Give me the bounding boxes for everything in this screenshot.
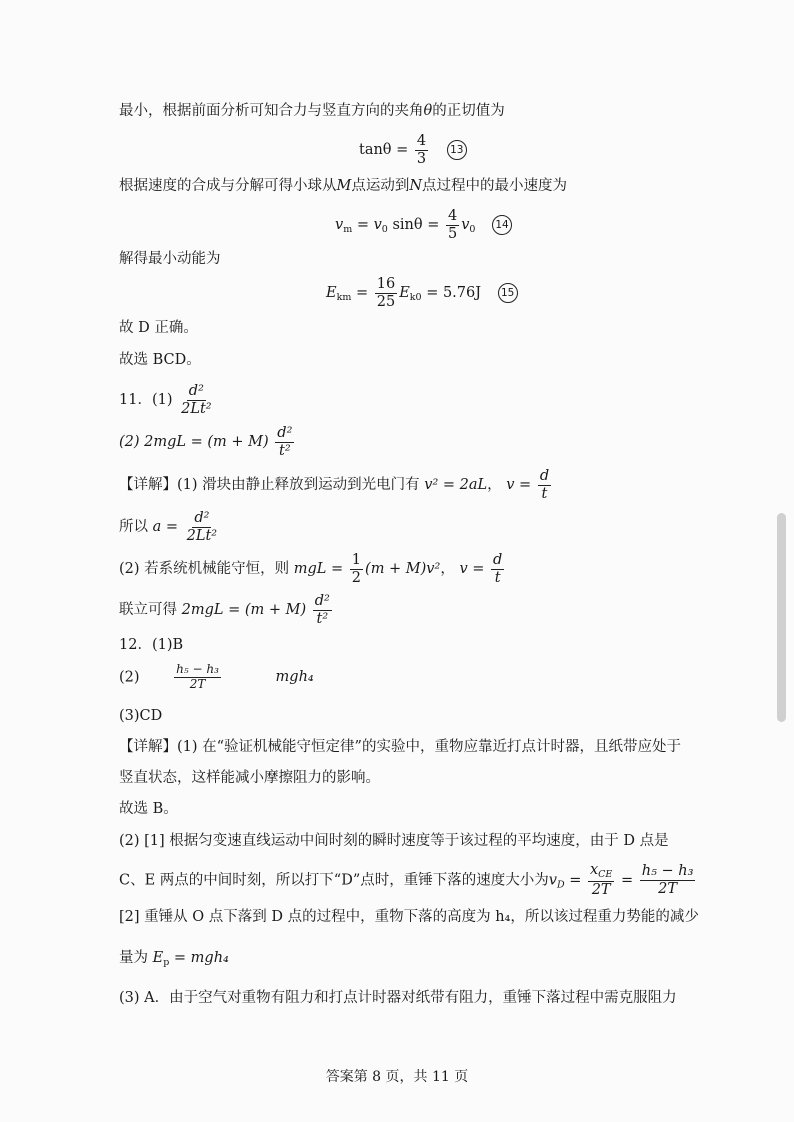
- eq-part: = v: [356, 217, 382, 234]
- frac-den: 25: [376, 293, 396, 310]
- text-span: =: [569, 872, 582, 889]
- text-span: 最小，根据前面分析可知合力与竖直方向的夹角: [119, 103, 424, 119]
- frac-num: 16: [376, 276, 396, 292]
- detail-line: [119, 552, 506, 586]
- frac-den: 2Lt²: [181, 400, 212, 417]
- text-span: 量为: [119, 950, 148, 966]
- math: x: [589, 862, 599, 878]
- text-span: (2) 2mgL = (m + M): [119, 434, 269, 451]
- math: mgL =: [293, 561, 344, 578]
- eq-var: v: [461, 217, 470, 234]
- frac-den: t: [494, 569, 501, 586]
- math: 2mgL = (m + M): [181, 602, 307, 619]
- eq-var: E: [326, 285, 337, 302]
- eq-sub: D: [556, 879, 565, 891]
- detail-line: [119, 510, 221, 544]
- text-span: 点运动到: [351, 178, 410, 194]
- eq-sub: CE: [598, 869, 613, 880]
- frac-den: 3: [416, 150, 427, 167]
- frac-num: 4: [447, 208, 458, 224]
- frac-den: 2Lt²: [186, 527, 218, 544]
- frac-num: d²: [188, 383, 204, 399]
- equation-14: [335, 208, 512, 242]
- text-span: 11．(1): [119, 392, 173, 409]
- fraction: [174, 663, 221, 692]
- text-line: [119, 251, 221, 268]
- fraction: [275, 425, 294, 459]
- text-line: 故选 BCD。: [119, 352, 201, 368]
- text-span: ，: [487, 477, 502, 494]
- frac-num: d²: [194, 510, 210, 526]
- eq-sub: m: [343, 224, 353, 236]
- frac-num: d²: [314, 593, 330, 609]
- math: v: [548, 872, 557, 889]
- text-span: =: [620, 872, 634, 889]
- text-line: [119, 103, 505, 120]
- answer-11-1: [119, 383, 216, 417]
- text-span: 所以: [119, 519, 148, 536]
- detail-line: 故选 B。: [119, 801, 178, 817]
- fraction: [588, 862, 614, 899]
- eq-sub: k0: [409, 292, 422, 304]
- text-line: [119, 178, 567, 195]
- fraction: [491, 552, 504, 586]
- frac-den: 5: [447, 225, 458, 242]
- frac-den: t²: [316, 610, 329, 627]
- answer-12-1: 12．(1)B: [119, 637, 184, 653]
- math: E: [152, 950, 164, 966]
- page-footer: 答案第 8 页，共 11 页: [325, 1069, 469, 1085]
- text-span: 点过程中的最小速度为: [422, 178, 568, 194]
- frac-num: [588, 862, 614, 882]
- equation-number: 15: [498, 283, 518, 303]
- text-span: C、E 两点的中间时刻，所以打下“D”点时，重锤下落的速度大小为: [119, 872, 549, 889]
- eq-sub: 0: [469, 224, 476, 236]
- answer-12-2: [119, 663, 314, 692]
- frac-num: d: [493, 552, 503, 568]
- detail-line: [119, 593, 334, 627]
- fraction: [640, 863, 696, 897]
- text-span: ，: [440, 561, 455, 578]
- fraction: [185, 510, 220, 544]
- math: (m + M)v²: [365, 561, 441, 578]
- fraction: [538, 468, 551, 502]
- eq-part: = 5.76J: [426, 285, 482, 302]
- math: = mgh₄: [173, 950, 229, 966]
- frac-num: h₅ − h₃: [176, 662, 219, 676]
- text-span: 联立可得: [119, 602, 177, 619]
- fraction: [415, 133, 428, 167]
- frac-den: 2T: [658, 880, 678, 897]
- fraction: [313, 593, 332, 627]
- equation-number: 14: [492, 215, 512, 235]
- answer-12-3: (3)CD: [119, 708, 163, 724]
- frac-den: t: [541, 485, 548, 502]
- frac-num: d²: [277, 425, 293, 441]
- frac-den: t²: [279, 442, 291, 459]
- detail-line: 竖直状态，这样能减小摩擦阻力的影响。: [119, 770, 380, 786]
- detail-line: [119, 468, 553, 502]
- equation-number: 13: [447, 140, 467, 160]
- text-line: 故 D 正确。: [119, 320, 198, 336]
- eq-lhs: tanθ =: [359, 142, 409, 159]
- frac-den: 2T: [189, 676, 206, 691]
- math: mgh₄: [275, 669, 314, 686]
- math: v² = 2aL: [424, 477, 488, 494]
- detail-line: [119, 862, 697, 899]
- fraction: [375, 276, 397, 310]
- eq-var: v: [335, 217, 344, 234]
- math: v =: [506, 477, 532, 494]
- frac-num: d: [539, 468, 550, 484]
- fraction: [350, 552, 363, 586]
- frac-num: 1: [351, 552, 362, 568]
- eq-part: sinθ =: [392, 217, 440, 234]
- detail-line: (3) A．由于空气对重物有阻力和打点计时器对纸带有阻力，重锤下落过程中需克服阻力: [119, 990, 677, 1006]
- detail-line: [2] 重锤从 O 点下落到 D 点的过程中，重物下落的高度为 h₄，所以该过程重力势能的减少: [119, 909, 699, 925]
- eq-sub: km: [336, 292, 352, 304]
- text-span: (2) 若系统机械能守恒，则: [119, 561, 290, 578]
- eq-sub: p: [163, 957, 170, 968]
- answer-11-2: [119, 425, 296, 459]
- text-span: 的正切值为: [432, 103, 505, 119]
- math-var: M: [336, 178, 352, 194]
- text-span: (2): [119, 669, 140, 686]
- math-var: N: [409, 178, 423, 194]
- eq-part: =: [355, 285, 369, 302]
- text-span: 【详解】(1) 滑块由静止释放到运动到光电门有: [119, 477, 420, 494]
- text-span: 解得最小动能为: [119, 251, 221, 267]
- equation-13: [359, 133, 467, 167]
- eq-var: E: [399, 285, 410, 302]
- fraction: [446, 208, 459, 242]
- frac-num: h₅ − h₃: [641, 863, 694, 880]
- fraction: [179, 383, 214, 417]
- frac-num: 4: [416, 133, 427, 149]
- equation-15: [326, 276, 518, 310]
- eq-sub: 0: [381, 224, 388, 236]
- scrollbar-thumb[interactable]: [777, 513, 786, 722]
- frac-den: 2: [351, 569, 362, 586]
- math: v =: [459, 561, 485, 578]
- detail-line: 【详解】(1) 在“验证机械能守恒定律”的实验中，重物应靠近打点计时器，且纸带应处于: [119, 739, 681, 755]
- text-span: 根据速度的合成与分解可得小球从: [119, 178, 337, 194]
- detail-line: (2) [1] 根据匀变速直线运动中间时刻的瞬时速度等于该过程的平均速度，由于 D 点是: [119, 833, 669, 849]
- math-var: θ: [423, 103, 433, 119]
- frac-den: 2T: [591, 881, 611, 898]
- math: a =: [152, 519, 179, 536]
- detail-line: [119, 950, 229, 968]
